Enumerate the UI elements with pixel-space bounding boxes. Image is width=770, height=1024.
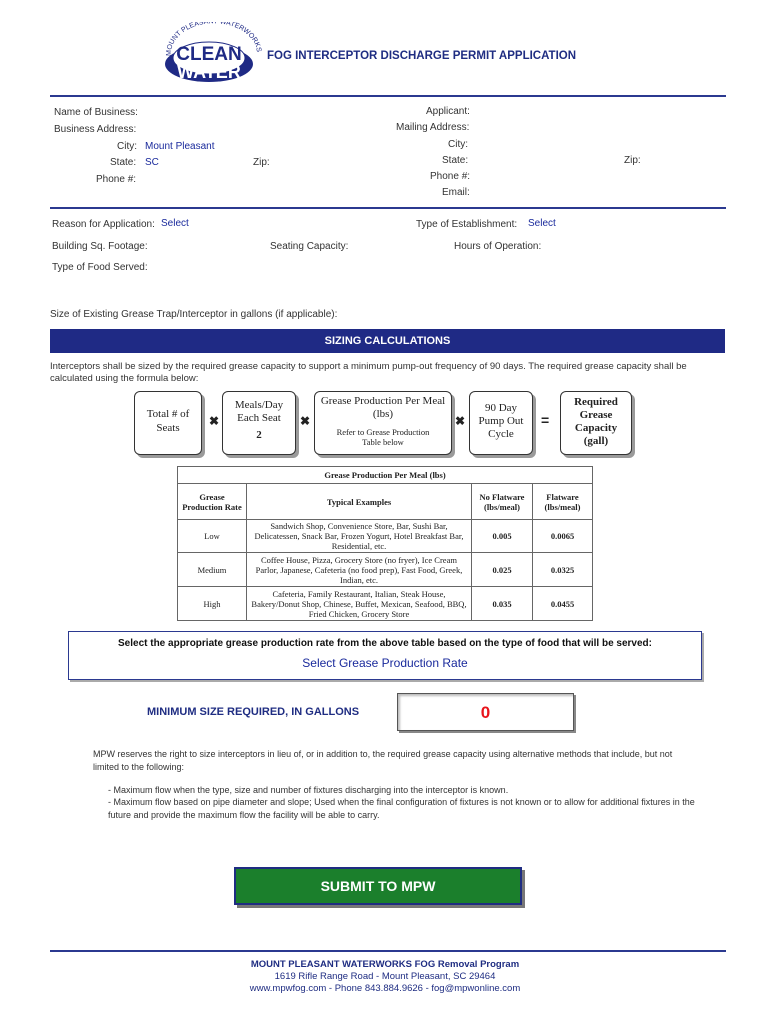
phone-label: Phone #:	[96, 174, 137, 185]
table-header: Flatware (lbs/meal)	[533, 484, 593, 520]
flatware-cell: 0.0325	[533, 553, 593, 587]
rate-selection-panel	[68, 631, 702, 680]
footer-contact[interactable]: www.mpwfog.com - Phone 843.884.9626 - fog@mpwonline.com	[249, 983, 521, 994]
formula-meals-text: Meals/Day Each Seat	[234, 399, 284, 424]
equals-icon: =	[541, 412, 550, 428]
flatware-cell: 0.0455	[533, 587, 593, 621]
multiply-icon: ✖	[209, 414, 220, 428]
examples-cell: Coffee House, Pizza, Grocery Store (no fryer), Ice Cream Parlor, Japanese, Cafeteria (no food prep), Fast Food, Greek, Indian, etc.	[247, 553, 472, 587]
email-label: Email:	[442, 187, 470, 198]
rate-cell: Low	[178, 520, 247, 553]
table-row	[178, 553, 593, 587]
examples-cell: Sandwich Shop, Convenience Store, Bar, Sushi Bar, Delicatessen, Snack Bar, Frozen Yogurt, Hotel Breakfast Bar, Residential, etc.	[247, 520, 472, 553]
rate-cell: High	[178, 587, 247, 621]
hours-label: Hours of Operation:	[454, 241, 542, 252]
formula-capacity-box	[560, 391, 632, 455]
sizing-intro: Interceptors shall be sized by the required grease capacity to support a minimum pump-out frequency of 90 days. The required grease capacity shall be calculated using the formula below:	[50, 361, 687, 384]
multiply-icon: ✖	[455, 414, 466, 428]
formula-seats-text: Total # of Seats	[146, 408, 190, 434]
applicant-city-label: City:	[448, 139, 468, 150]
sizing-banner: SIZING CALCULATIONS	[50, 329, 725, 353]
note-item-2: - Maximum flow based on pipe diameter and slope; Used when the final configuration of fixtures is not known or to allow for additional fixtures in the future and provide the maximum flow the facility will be able to carry.	[108, 797, 695, 820]
logo-line1: CLEAN	[176, 44, 242, 65]
state-label: State:	[110, 157, 137, 168]
clean-water-logo	[157, 22, 265, 84]
formula-grease-sub: Refer to Grease Production Table below	[336, 427, 430, 447]
food-type-label: Type of Food Served:	[52, 262, 148, 273]
no-flatware-cell: 0.035	[472, 587, 533, 621]
formula-grease-text: Grease Production Per Meal (lbs)	[320, 395, 446, 420]
seating-label: Seating Capacity:	[270, 241, 349, 252]
zip-label: Zip:	[253, 157, 270, 168]
page-title: FOG INTERCEPTOR DISCHARGE PERMIT APPLICATION	[267, 50, 577, 62]
rate-selection-instruction: Select the appropriate grease production rate from the above table based on the type of food that will be served:	[118, 638, 652, 649]
applicant-zip-label: Zip:	[624, 155, 641, 166]
logo-line2: WATER	[177, 62, 241, 82]
footer-address: 1619 Rifle Range Road - Mount Pleasant, SC 29464	[274, 971, 496, 982]
section-divider	[50, 207, 726, 209]
reason-label: Reason for Application:	[52, 219, 155, 230]
table-row	[178, 520, 593, 553]
footer-program: MOUNT PLEASANT WATERWORKS FOG Removal Program	[250, 959, 520, 970]
business-name-label: Name of Business:	[54, 107, 138, 118]
mailing-address-label: Mailing Address:	[396, 122, 470, 133]
applicant-phone-label: Phone #:	[430, 171, 471, 182]
city-field[interactable]: Mount Pleasant	[145, 141, 215, 152]
no-flatware-cell: 0.005	[472, 520, 533, 553]
footer-divider	[50, 950, 726, 952]
formula-capacity-text: Required Grease Capacity (gall)	[574, 396, 618, 447]
formula-seats-box	[134, 391, 202, 455]
formula-cycle-box	[469, 391, 533, 455]
submit-button[interactable]: SUBMIT TO MPW	[234, 867, 522, 905]
table-row	[178, 587, 593, 621]
no-flatware-cell: 0.025	[472, 553, 533, 587]
table-header: Typical Examples	[247, 484, 472, 520]
logo-arc-text: MOUNT PLEASA WATERWORKS	[165, 22, 263, 57]
table-header: No Flatware (lbs/meal)	[472, 484, 533, 520]
grease-rate-select[interactable]: Select Grease Production Rate	[302, 656, 468, 670]
formula-cycle-text: 90 Day Pump Out Cycle	[478, 402, 524, 440]
existing-trap-label: Size of Existing Grease Trap/Interceptor in gallons (if applicable):	[50, 309, 338, 320]
minimum-size-label: MINIMUM SIZE REQUIRED, IN GALLONS	[147, 706, 360, 718]
formula-meals-value: 2	[256, 429, 262, 441]
grease-production-table	[177, 466, 593, 621]
note-item-1: - Maximum flow when the type, size and number of fixtures discharging into the interceptor is known.	[108, 785, 509, 795]
sqft-label: Building Sq. Footage:	[52, 241, 148, 252]
reserve-note: MPW reserves the right to size interceptors in lieu of, or in addition to, the required grease capacity using alternative methods that include, but not limited to the following:	[93, 749, 673, 772]
rate-cell: Medium	[178, 553, 247, 587]
establishment-label: Type of Establishment:	[416, 219, 518, 230]
city-label: City:	[117, 141, 137, 152]
minimum-size-value: 0	[480, 703, 491, 722]
applicant-label: Applicant:	[426, 106, 470, 117]
minimum-size-box	[397, 693, 574, 731]
header-divider	[50, 95, 726, 97]
establishment-select[interactable]: Select	[528, 218, 556, 229]
formula-grease-box	[314, 391, 452, 455]
examples-cell: Cafeteria, Family Restaurant, Italian, Steak House, Bakery/Donut Shop, Chinese, Buffet, Mexican, Seafood, BBQ, Fried Chicken, Grocery Store	[247, 587, 472, 621]
table-title: Grease Production Per Meal (lbs)	[178, 467, 593, 484]
reason-select[interactable]: Select	[161, 218, 189, 229]
multiply-icon: ✖	[300, 414, 311, 428]
applicant-state-label: State:	[442, 155, 469, 166]
table-header: Grease Production Rate	[178, 484, 247, 520]
state-field[interactable]: SC	[145, 157, 159, 168]
formula-meals-box	[222, 391, 296, 455]
business-address-label: Business Address:	[54, 124, 137, 135]
flatware-cell: 0.0065	[533, 520, 593, 553]
